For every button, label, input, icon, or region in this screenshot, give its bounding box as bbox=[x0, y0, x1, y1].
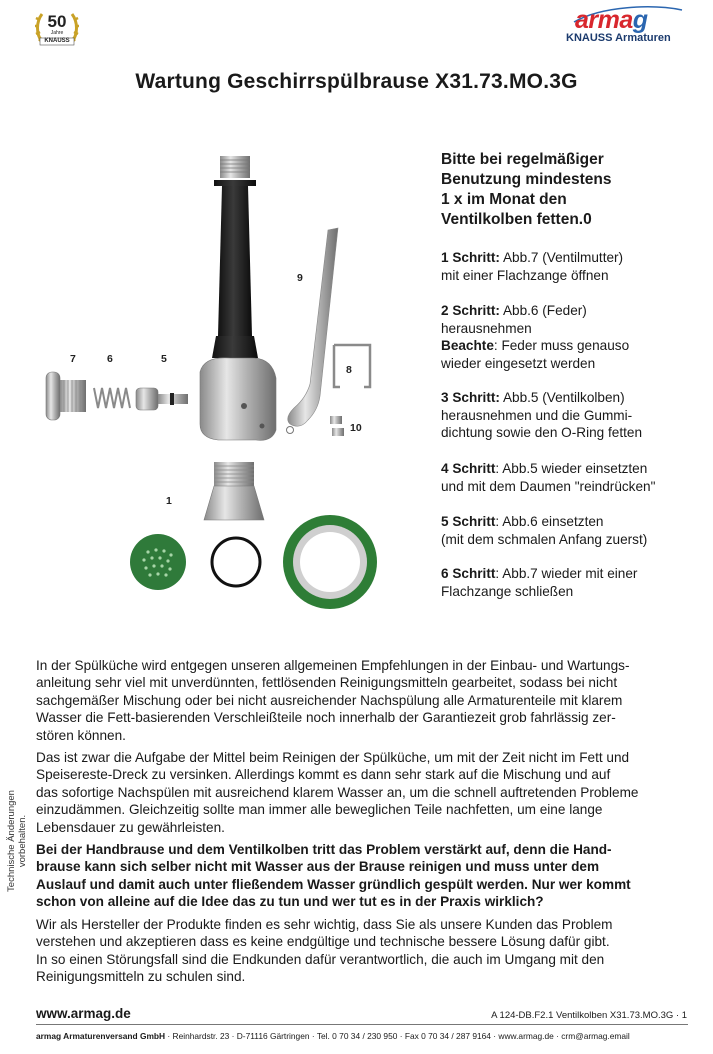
text-line: einzudämmen. Gleichzeitig sollte man immer alle beweglichen Teile nachfetten, um eine lange bbox=[36, 802, 603, 818]
anniversary-logo bbox=[34, 8, 80, 48]
step-label: 2 Schritt: bbox=[441, 303, 500, 318]
handle-body bbox=[212, 180, 258, 358]
step-3 bbox=[441, 389, 703, 442]
o-ring bbox=[212, 538, 260, 586]
intro-line: 1 x im Monat den bbox=[441, 191, 567, 208]
step-text: und mit dem Daumen "reindrücken" bbox=[441, 478, 656, 494]
part-label-7: 7 bbox=[70, 353, 76, 365]
intro-text bbox=[441, 150, 701, 230]
part-label-8: 8 bbox=[346, 364, 352, 376]
side-note: Technische Änderungen vorbehalten. bbox=[6, 790, 28, 892]
valve-housing bbox=[200, 358, 276, 441]
step-text: (mit dem schmalen Anfang zuerst) bbox=[441, 531, 648, 547]
anniversary-number: 50 bbox=[47, 12, 67, 31]
text-line: das sofortige Nachspülen mit ausreichend klarem Wasser an, um die schnell auftretenden Probleme bbox=[36, 784, 639, 800]
text-line: stören können. bbox=[36, 727, 126, 743]
part-label-10: 10 bbox=[350, 422, 362, 434]
valve-piston-part-5 bbox=[136, 388, 188, 410]
step-text: herausnehmen bbox=[441, 320, 532, 336]
brand-logo: armag bbox=[575, 6, 648, 34]
footer-doc-ref: A 124-DB.F2.1 Ventilkolben X31.73.MO.3G · 1 bbox=[491, 1010, 687, 1021]
spray-disc bbox=[130, 534, 186, 590]
aerator-part-1 bbox=[204, 462, 264, 520]
text-line: Auslauf und damit auch unter fließendem Wasser gründlich gespült werden. Nur wer kommt bbox=[36, 876, 631, 892]
step-text: Abb.5 (Ventilkolben) bbox=[499, 390, 625, 405]
paragraph-4 bbox=[36, 916, 688, 986]
footer-url[interactable]: www.armag.de bbox=[36, 1006, 131, 1021]
intro-line: Ventilkolben fetten.0 bbox=[441, 211, 592, 228]
anniversary-name: KNAUSS bbox=[44, 38, 70, 44]
part-label-1: 1 bbox=[166, 495, 172, 507]
text-line: Das ist zwar die Aufgabe der Mittel beim Reinigen der Spülküche, um mit der Zeit nicht im Fett und bbox=[36, 750, 630, 765]
intro-line: Benutzung mindestens bbox=[441, 171, 612, 188]
step-text: dichtung sowie den O-Ring fetten bbox=[441, 425, 643, 441]
step-text: Flachzange schließen bbox=[441, 583, 574, 599]
step-2 bbox=[441, 302, 703, 372]
page-title: Wartung Geschirrspülbrause X31.73.MO.3G bbox=[135, 70, 578, 93]
text-line: In so einen Störungsfall sind die Endkunden dafür verantwortlich, die auch im Umgang mit den bbox=[36, 951, 605, 967]
paragraph-1 bbox=[36, 657, 688, 744]
step-text: herausnehmen und die Gummi- bbox=[441, 407, 633, 423]
text-line: Lebensdauer zu gewährleisten. bbox=[36, 819, 225, 835]
part-label-6: 6 bbox=[107, 353, 113, 365]
text-line: anleitung sehr viel mit unverdünnten, fettlösenden Reinigungsmitteln gearbeitet, sodass bei nicht bbox=[36, 675, 618, 691]
text-line: Reinigungsmitteln zu schulen sind. bbox=[36, 969, 246, 985]
step-text: : Abb.7 wieder mit einer bbox=[495, 566, 638, 581]
intro-line: Bitte bei regelmäßiger bbox=[441, 151, 604, 168]
part-label-9: 9 bbox=[297, 272, 303, 284]
note-text: wieder eingesetzt werden bbox=[441, 355, 596, 371]
step-label: 3 Schritt: bbox=[441, 390, 500, 405]
text-line: brause kann sich selber nicht mit Wasser aus der Brause reinigen und muss unter dem bbox=[36, 859, 600, 875]
text-line: In der Spülküche wird entgegen unseren allgemeinen Empfehlungen in der Einbau- und Wartungs- bbox=[36, 658, 630, 673]
anniversary-small: Jahre bbox=[50, 30, 64, 36]
note-label: Beachte bbox=[441, 338, 494, 354]
step-text: : Abb.6 einsetzten bbox=[495, 514, 604, 529]
clip-part-8 bbox=[334, 345, 370, 387]
step-5 bbox=[441, 513, 703, 548]
lever-part-9 bbox=[287, 228, 339, 434]
thread-connector bbox=[220, 156, 250, 178]
footer-address bbox=[36, 1031, 688, 1041]
step-text: Abb.7 (Ventilmutter) bbox=[499, 250, 624, 265]
note-text: : Feder muss genauso bbox=[493, 338, 630, 354]
text-line: sachgemäßer Mischung oder bei nicht ausreichender Nachspülung alle Armaturenteile mit klarem bbox=[36, 692, 623, 708]
step-label: 6 Schritt bbox=[441, 566, 496, 581]
text-line: verstehen und akzeptieren dass es keine endgültige und technische bessere Lösung dafür gibt. bbox=[36, 934, 610, 950]
paragraph-2 bbox=[36, 749, 688, 836]
spring-part-6 bbox=[94, 388, 130, 408]
step-text: mit einer Flachzange öffnen bbox=[441, 267, 609, 283]
step-text: Abb.6 (Feder) bbox=[499, 303, 587, 318]
footer-divider bbox=[36, 1024, 688, 1025]
step-label: 4 Schritt bbox=[441, 461, 496, 476]
text-line: schon von alleine auf die Idee das zu tun und wer tut es in der Praxis wirklich? bbox=[36, 894, 544, 910]
parts-illustration bbox=[36, 150, 386, 610]
brand-subtitle: KNAUSS Armaturen bbox=[566, 32, 671, 44]
step-label: 5 Schritt bbox=[441, 514, 496, 529]
footer-contact: · Reinhardstr. 23 · D-71116 Gärtringen · Tel. 0 70 34 / 230 950 · Fax 0 70 34 / 287 9164 · www.armag.de · crm@armag.email bbox=[165, 1031, 630, 1041]
step-text: : Abb.5 wieder einsetzten bbox=[495, 461, 648, 476]
part-label-5: 5 bbox=[161, 353, 167, 365]
text-line: Bei der Handbrause und dem Ventilkolben tritt das Problem verstärkt auf, denn die Hand- bbox=[36, 842, 612, 857]
step-label: 1 Schritt: bbox=[441, 250, 500, 265]
text-line: Speisereste-Dreck zu versinken. Allerdings kommt es dann sehr stark auf die Mischung und auf bbox=[36, 767, 611, 783]
seal-ring bbox=[283, 515, 377, 609]
screws-part-10 bbox=[330, 416, 344, 436]
paragraph-3 bbox=[36, 841, 688, 911]
valve-nut-part-7 bbox=[46, 372, 86, 420]
step-6 bbox=[441, 565, 703, 600]
step-1 bbox=[441, 249, 703, 284]
text-line: Wasser die Fett-basierenden Verschleißteile noch innerhalb der Garantiezeit grob fahrlässig zer- bbox=[36, 710, 616, 726]
step-4 bbox=[441, 460, 703, 495]
footer-company: armag Armaturenversand GmbH bbox=[36, 1031, 166, 1041]
text-line: Wir als Hersteller der Produkte finden es sehr wichtig, dass Sie als unsere Kunden das Problem bbox=[36, 917, 613, 932]
